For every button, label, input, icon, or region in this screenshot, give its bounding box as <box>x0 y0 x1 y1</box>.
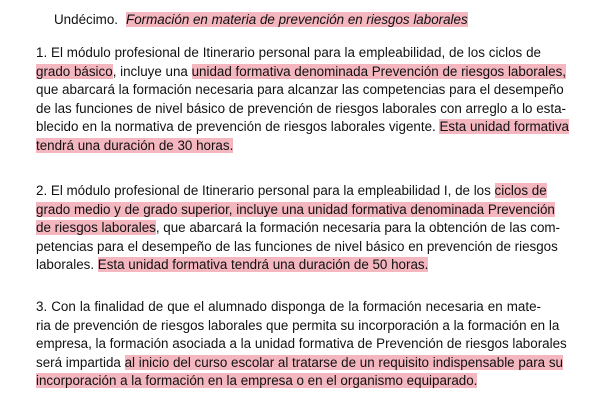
text-segment: blecido en la normativa de prevención de riesgos laborales vigente. <box>36 119 440 135</box>
paragraph-line <box>36 182 547 200</box>
text-segment: ria de prevención de riesgos laborales que permita su incorporación a la formación en la <box>36 317 560 333</box>
paragraph-line <box>36 219 561 237</box>
paragraph-line <box>36 335 567 353</box>
text-segment: será impartida <box>36 354 125 370</box>
text-segment: petencias para el desempeño de las funciones de nivel básico en prevención de riesgos <box>36 238 558 254</box>
paragraph-line <box>36 118 569 136</box>
text-segment: , incluye una <box>112 63 192 79</box>
paragraph-line <box>36 372 541 390</box>
section-label: Undécimo. <box>54 12 119 27</box>
text-segment: empresa, la formación asociada a la unidad formativa de Prevención de riesgos laborales <box>36 336 567 352</box>
paragraph-line <box>36 81 564 99</box>
highlighted-text: grado básico <box>36 63 113 79</box>
highlighted-text: Esta unidad formativa <box>439 119 569 135</box>
highlighted-text: Esta unidad formativa tendrá una duración de 50 horas. <box>97 257 429 273</box>
paragraph-line <box>36 100 566 118</box>
section-heading <box>54 10 468 30</box>
highlighted-text: unidad formativa denominada Prevención de riesgos laborales, <box>191 63 567 79</box>
paragraph-line <box>36 137 541 155</box>
highlighted-text: tendrá una duración de 30 horas. <box>36 138 234 153</box>
paragraph-line <box>36 354 563 372</box>
paragraph-line <box>36 298 541 316</box>
paragraph-line <box>36 317 560 335</box>
highlighted-text: de riesgos laborales <box>36 220 156 236</box>
paragraph-line <box>36 63 567 81</box>
highlighted-text: ciclos de <box>494 183 547 198</box>
text-segment: laborales. <box>36 257 98 273</box>
text-segment: 1. El módulo profesional de Itinerario personal para la empleabilidad, de los ciclos de <box>36 45 541 60</box>
section-title: Formación en materia de prevención en riesgos laborales <box>126 12 468 27</box>
text-segment: de las funciones de nivel básico de prevención de riesgos laborales con arreglo a lo esta- <box>36 100 566 116</box>
paragraph-line <box>36 44 541 62</box>
paragraph-line <box>36 238 558 256</box>
highlighted-text: incorporación a la formación en la empresa o en el organismo equiparado. <box>36 373 478 389</box>
text-segment: que abarcará la formación necesaria para alcanzar las competencias para el desempeño <box>36 82 564 98</box>
paragraph-line <box>36 201 555 219</box>
highlighted-text: al inicio del curso escolar al tratarse de un requisito indispensable para su <box>124 354 563 370</box>
text-segment: , que abarcará la formación necesaria para la obtención de las com- <box>155 220 561 236</box>
text-segment: 3. Con la finalidad de que el alumnado disponga de la formación necesaria en mate- <box>36 299 541 314</box>
text-segment: 2. El módulo profesional de Itinerario personal para la empleabilidad I, de los <box>36 183 495 198</box>
paragraph-line <box>36 256 541 274</box>
highlighted-text: grado medio y de grado superior, incluye una unidad formativa denominada Prevención <box>36 201 555 217</box>
